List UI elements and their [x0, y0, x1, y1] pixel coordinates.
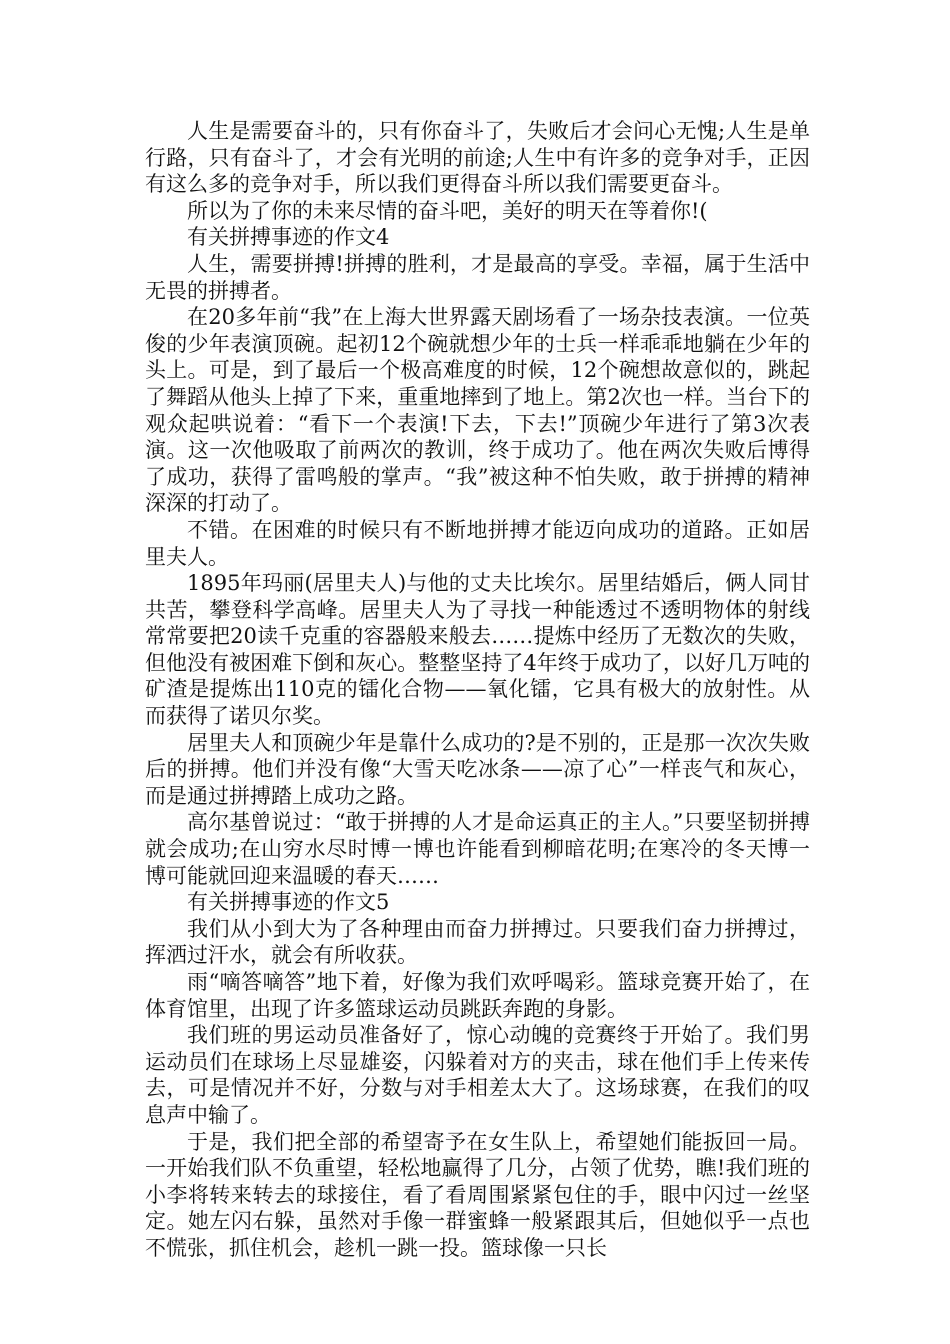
- paragraph: 高尔基曾说过：“敢于拼搏的人才是命运真正的主人。”只要坚韧拼搏就会成功;在山穷水尽时博一博也许能看到柳暗花明;在寒冷的冬天博一博可能就回迎来温暖的春天……: [145, 810, 810, 888]
- paragraph: 在20多年前“我”在上海大世界露天剧场看了一场杂技表演。一位英俊的少年表演顶碗。起初12个碗就想少年的士兵一样乖乖地躺在少年的头上。可是，到了最后一个极高难度的时候，12个碗想故意似的，跳起了舞蹈从他头上掉了下来，重重地摔到了地上。第2次也一样。当台下的观众起哄说着：“看下一个表演!下去，下去!”顶碗少年进行了第3次表演。这一次他吸取了前两次的教训，终于成功了。他在两次失败后博得了成功，获得了雷鸣般的掌声。“我”被这种不怕失败，敢于拼搏的精神深深的打动了。: [145, 305, 810, 516]
- paragraph: 居里夫人和顶碗少年是靠什么成功的?是不别的，正是那一次次失败后的拼搏。他们并没有像“大雪天吃冰条——凉了心”一样丧气和灰心，而是通过拼搏踏上成功之路。: [145, 730, 810, 808]
- paragraph: 于是，我们把全部的希望寄予在女生队上，希望她们能扳回一局。一开始我们队不负重望，轻松地赢得了几分，占领了优势，瞧!我们班的小李将转来转去的球接住，看了看周围紧紧包住的手，眼中闪过一丝坚定。她左闪右躲，虽然对手像一群蜜蜂一般紧跟其后，但她似乎一点也不慌张，抓住机会，趁机一跳一投。篮球像一只长: [145, 1129, 810, 1260]
- paragraph: 我们从小到大为了各种理由而奋力拼搏过。只要我们奋力拼搏过，挥洒过汗水，就会有所收获。: [145, 916, 810, 968]
- paragraph: 人生，需要拼搏!拼搏的胜利，才是最高的享受。幸福，属于生活中无畏的拼搏者。: [145, 251, 810, 303]
- paragraph: 人生是需要奋斗的，只有你奋斗了，失败后才会问心无愧;人生是单行路，只有奋斗了，才会有光明的前途;人生中有许多的竞争对手，正因有这么多的竞争对手，所以我们更得奋斗所以我们需要更奋斗。: [145, 119, 810, 197]
- document-body: [145, 118, 810, 1262]
- paragraph: 我们班的男运动员准备好了，惊心动魄的竞赛终于开始了。我们男运动员们在球场上尽显雄姿，闪躲着对方的夹击，球在他们手上传来传去，可是情况并不好，分数与对手相差太大了。这场球赛，在我们的叹息声中输了。: [145, 1023, 810, 1127]
- section-heading: 有关拼搏事迹的作文5: [187, 890, 390, 915]
- paragraph: 不错。在困难的时候只有不断地拼搏才能迈向成功的道路。正如居里夫人。: [145, 517, 810, 569]
- section-heading: 有关拼搏事迹的作文4: [187, 225, 390, 250]
- paragraph: 所以为了你的未来尽情的奋斗吧，美好的明天在等着你!(: [187, 198, 708, 223]
- paragraph: 雨“嘀答嘀答”地下着，好像为我们欢呼喝彩。篮球竞赛开始了，在体育馆里，出现了许多篮球运动员跳跃奔跑的身影。: [145, 970, 810, 1021]
- paragraph: 1895年玛丽(居里夫人)与他的丈夫比埃尔。居里结婚后，俩人同甘共苦，攀登科学高峰。居里夫人为了寻找一种能透过不透明物体的射线常常要把20读千克重的容器般来般去……提炼中经历了无数次的失败，但他没有被困难下倒和灰心。整整坚持了4年终于成功了，以好几万吨的矿渣是提炼出110克的镭化合物——氧化镭，它具有极大的放射性。从而获得了诺贝尔奖。: [145, 571, 810, 729]
